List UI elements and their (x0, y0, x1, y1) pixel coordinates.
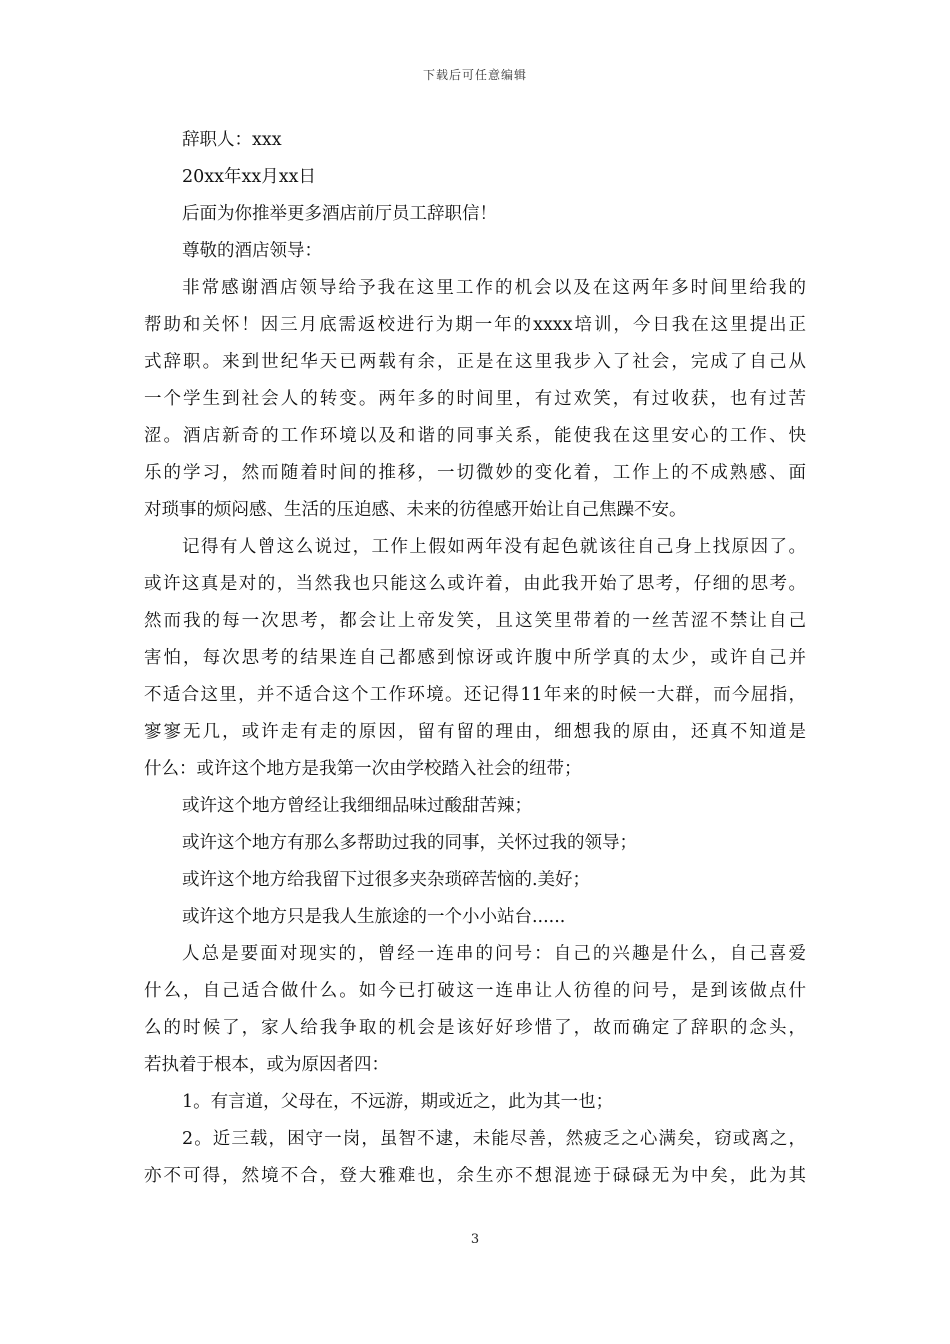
text-line: 或许这个地方只是我人生旅途的一个小小站台...... (182, 907, 566, 927)
text-line: 乐的学习，然而随着时间的推移，一切微妙的变化着，工作上的不成熟感、面 (144, 463, 806, 483)
text-line: 亦不可得，然境不合，登大雅难也，余生亦不想混迹于碌碌无为中矣，此为其 (144, 1166, 806, 1186)
text-line: 害怕，每次思考的结果连自己都感到惊讶或许腹中所学真的太少，或许自己并 (144, 648, 806, 668)
text-line: 么的时候了，家人给我争取的机会是该好好珍惜了，故而确定了辞职的念头， (144, 1018, 806, 1038)
text-line: 什么，自己适合做什么。如今已打破这一连串让人彷徨的问号，是到该做点什 (144, 981, 806, 1001)
text-line: 对琐事的烦闷感、生活的压迫感、未来的彷徨感开始让自己焦躁不安。 (144, 500, 687, 520)
text-line: 记得有人曾这么说过，工作上假如两年没有起色就该往自己身上找原因了。 (182, 537, 806, 557)
text-line: 不适合这里，并不适合这个工作环境。还记得11年来的时候一大群，而今屈指， (144, 685, 806, 705)
text-line: 或许这个地方曾经让我细细品味过酸甜苦辣； (182, 796, 532, 816)
text-line: 1。有言道，父母在，不远游，期或近之，此为其一也； (182, 1092, 614, 1112)
page-number: 3 (470, 1232, 480, 1247)
text-line: 后面为你推举更多酒店前厅员工辞职信！ (182, 204, 497, 224)
text-line: 2。近三载，困守一岗，虽智不逮，未能尽善，然疲乏之心满矣，窃或离之， (182, 1129, 806, 1149)
text-line: 人总是要面对现实的，曾经一连串的问号：自己的兴趣是什么，自己喜爱 (182, 944, 806, 964)
text-line: 或许这个地方给我留下过很多夹杂琐碎苦恼的.美好； (182, 870, 591, 890)
text-line: 或许这个地方有那么多帮助过我的同事，关怀过我的领导； (182, 833, 637, 853)
text-line: 式辞职。来到世纪华天已两载有余，正是在这里我步入了社会，完成了自己从 (144, 352, 806, 372)
text-line: 寥寥无几，或许走有走的原因，留有留的理由，细想我的原由，还真不知道是 (144, 722, 806, 742)
page-header: 下载后可任意编辑 (422, 68, 527, 82)
text-line: 辞职人：xxx (182, 130, 282, 150)
text-line: 帮助和关怀！因三月底需返校进行为期一年的xxxx培训，今日我在这里提出正 (144, 315, 806, 335)
text-line: 非常感谢酒店领导给予我在这里工作的机会以及在这两年多时间里给我的 (182, 278, 806, 298)
text-line: 或许这真是对的，当然我也只能这么或许着，由此我开始了思考，仔细的思考。 (144, 574, 806, 594)
text-line: 一个学生到社会人的转变。两年多的时间里，有过欢笑，有过收获，也有过苦 (144, 389, 806, 409)
document-body (144, 122, 806, 1195)
text-line: 尊敬的酒店领导： (182, 241, 322, 261)
text-line: 20xx年xx月xx日 (182, 167, 316, 187)
text-line: 若执着于根本，或为原因者四： (144, 1055, 389, 1075)
text-line: 什么：或许这个地方是我第一次由学校踏入社会的纽带； (144, 759, 582, 779)
text-line: 然而我的每一次思考，都会让上帝发笑，且这笑里带着的一丝苦涩不禁让自己 (144, 611, 806, 631)
text-line: 涩。酒店新奇的工作环境以及和谐的同事关系，能使我在这里安心的工作、快 (144, 426, 806, 446)
